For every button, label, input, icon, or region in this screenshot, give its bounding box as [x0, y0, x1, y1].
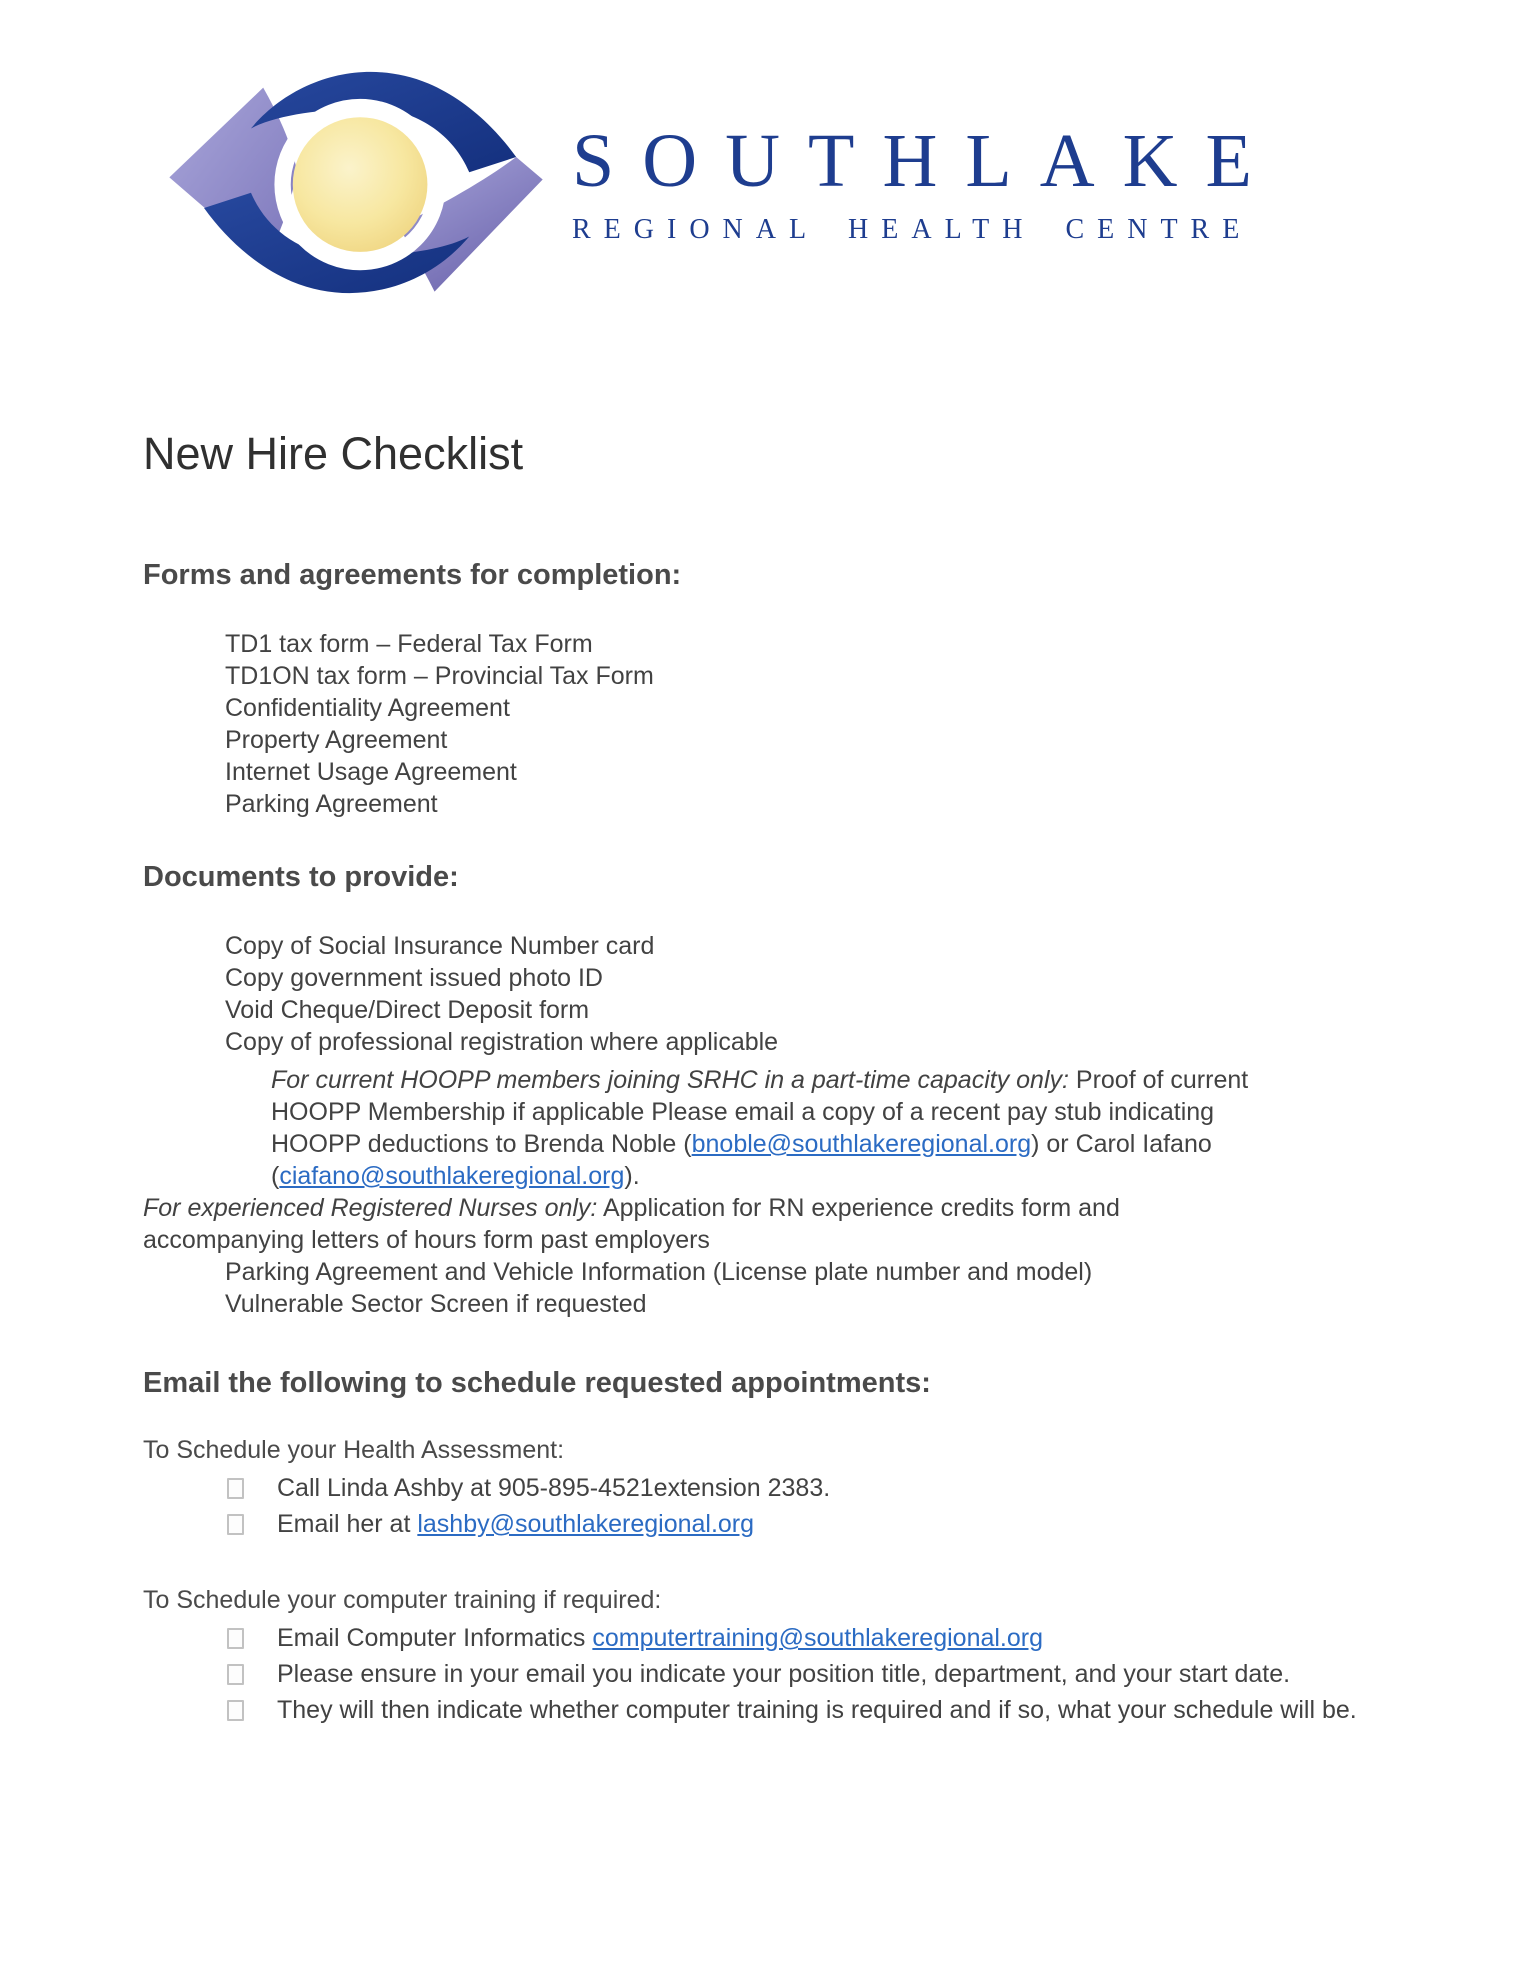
list-item: Copy of professional registration where applicable [225, 1028, 779, 1056]
rn-note-text: Application for RN experience credits form and accompanying letters of hours form past employers [143, 1194, 1120, 1254]
email-link-computertraining[interactable]: computertraining@southlakeregional.org [592, 1624, 1044, 1652]
list-item: Parking Agreement and Vehicle Information (License plate number and model) [225, 1258, 1093, 1286]
list-item: Copy government issued photo ID [225, 964, 603, 992]
forms-list [143, 628, 1430, 820]
hoopp-note [271, 1064, 1281, 1192]
logo-title: SOUTHLAKE [572, 118, 1280, 203]
list-item: TD1 tax form – Federal Tax Form [225, 630, 593, 658]
list-item: TD1ON tax form – Provincial Tax Form [225, 662, 654, 690]
hoopp-note-text: ) or Carol Iafano ( [271, 1130, 1212, 1190]
hoopp-note-text: ). [624, 1162, 640, 1190]
southlake-eye-logo-icon [160, 55, 550, 310]
health-assessment-intro: To Schedule your Health Assessment: [143, 1436, 565, 1464]
checklist-item [227, 1622, 1430, 1654]
bullet-text: Please ensure in your email you indicate your position title, department, and your start date. [277, 1660, 1291, 1688]
list-item: Parking Agreement [225, 790, 438, 818]
logo-wordmark [572, 118, 1280, 245]
logo [0, 0, 1530, 310]
rn-note [143, 1192, 1153, 1256]
email-link-ciafano[interactable]: ciafano@southlakeregional.org [279, 1162, 625, 1190]
email-section-heading: Email the following to schedule requested appointments: [143, 1367, 931, 1399]
email-link-bnoble[interactable]: bnoble@southlakeregional.org [691, 1130, 1032, 1158]
bullet-text-prefix: Email her at [277, 1510, 418, 1538]
list-item: Confidentiality Agreement [225, 694, 510, 722]
bullet-text [277, 1508, 1377, 1540]
forms-section-heading: Forms and agreements for completion: [143, 559, 682, 591]
rn-note-lead: For experienced Registered Nurses only: [143, 1194, 598, 1222]
bullet-text: Call Linda Ashby at 905-895-4521extension 2383. [277, 1474, 831, 1502]
list-item: Void Cheque/Direct Deposit form [225, 996, 590, 1024]
health-assessment-bullets [143, 1472, 1430, 1540]
list-item: Vulnerable Sector Screen if requested [225, 1290, 647, 1318]
checklist-item [227, 1694, 1430, 1726]
email-link-lashby[interactable]: lashby@southlakeregional.org [417, 1510, 755, 1538]
hoopp-note-lead: For current HOOPP members joining SRHC in a part-time capacity only: [271, 1066, 1069, 1094]
list-item: Internet Usage Agreement [225, 758, 517, 786]
checklist-item [227, 1472, 1430, 1504]
computer-training-intro: To Schedule your computer training if required: [143, 1586, 662, 1614]
checklist-item [227, 1658, 1430, 1690]
documents-list [143, 930, 1430, 1058]
bullet-text-prefix: Email Computer Informatics [277, 1624, 593, 1652]
checkbox-icon [227, 1664, 244, 1685]
hoopp-note-text: Proof of current HOOPP Membership if applicable Please email a copy of a recent pay stub indicating HOOPP deductions to Brenda Noble ( [271, 1066, 1249, 1158]
logo-subtitle: REGIONAL HEALTH CENTRE [572, 213, 1253, 245]
documents-section-heading: Documents to provide: [143, 861, 459, 893]
page-title: New Hire Checklist [143, 428, 524, 479]
checkbox-icon [227, 1628, 244, 1649]
list-item: Copy of Social Insurance Number card [225, 932, 655, 960]
list-item: Property Agreement [225, 726, 448, 754]
computer-training-bullets [143, 1622, 1430, 1726]
bullet-text: They will then indicate whether computer training is required and if so, what your schedule will be. [277, 1696, 1357, 1724]
bullet-text [277, 1622, 1377, 1654]
documents-list-continued [143, 1256, 1430, 1320]
checkbox-icon [227, 1700, 244, 1721]
checkbox-icon [227, 1478, 244, 1499]
checkbox-icon [227, 1514, 244, 1535]
checklist-item [227, 1508, 1430, 1540]
